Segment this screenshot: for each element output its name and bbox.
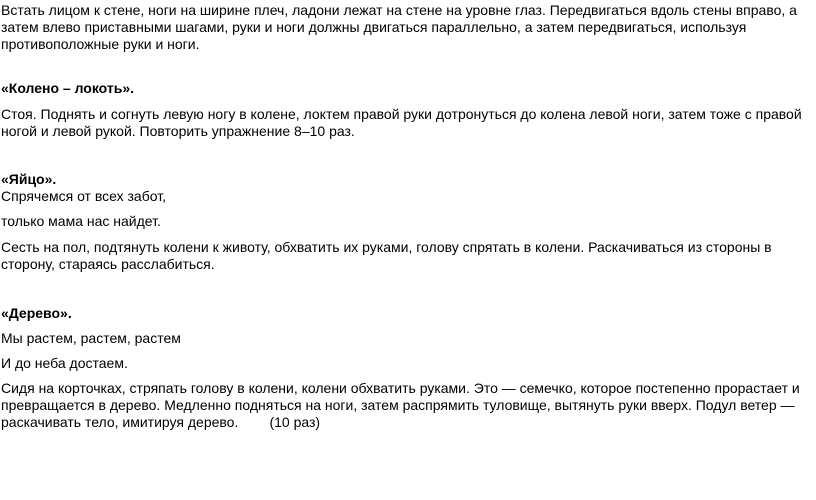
exercise-verse-tree-2: И до неба достаем. — [1, 355, 128, 371]
exercise-title-tree: «Дерево». — [1, 305, 72, 321]
intro-paragraph: Встать лицом к стене, ноги на ширине плеч, ладони лежат на стене на уровне глаз. Передвигаться вдоль стены вправо, а затем влево приставными шагами, руки и ноги должны двигаться параллельно, а затем передвигаться, используя противоположные руки и ноги. — [1, 2, 797, 52]
exercise-text-knee-elbow: Стоя. Поднять и согнуть левую ногу в колене, локтем правой руки дотронуться до колена левой ноги, затем тоже с правой ногой и левой рукой. Повторить упражнение 8–10 раз. — [1, 106, 802, 139]
exercise-verse-egg-1: Спрячемся от всех забот, — [1, 188, 166, 204]
exercise-verse-egg-2: только мама нас найдет. — [1, 213, 161, 229]
exercise-verse-tree-1: Мы растем, растем, растем — [1, 330, 181, 346]
exercise-text-tree-body: Сидя на корточках, стряпать голову в колени, колени обхватить руками. Это — семечко, которое постепенно прорастает и превращается в дерево. Медленно подняться на ноги, затем распрямить туловище, вытянуть руки вверх. Подул ветер — раскачивать тело, имитируя дерево. — [1, 380, 800, 430]
exercise-repeat-tree: (10 раз) — [269, 414, 321, 430]
exercise-title-egg: «Яйцо». — [1, 171, 57, 187]
exercise-text-egg: Сесть на пол, подтянуть колени к животу, обхватить их руками, голову спрятать в колени. Раскачиваться из стороны в сторону, стараясь расслабиться. — [1, 239, 772, 272]
exercise-title-knee-elbow: «Колено – локоть». — [1, 80, 135, 96]
exercise-text-tree — [1, 380, 813, 431]
